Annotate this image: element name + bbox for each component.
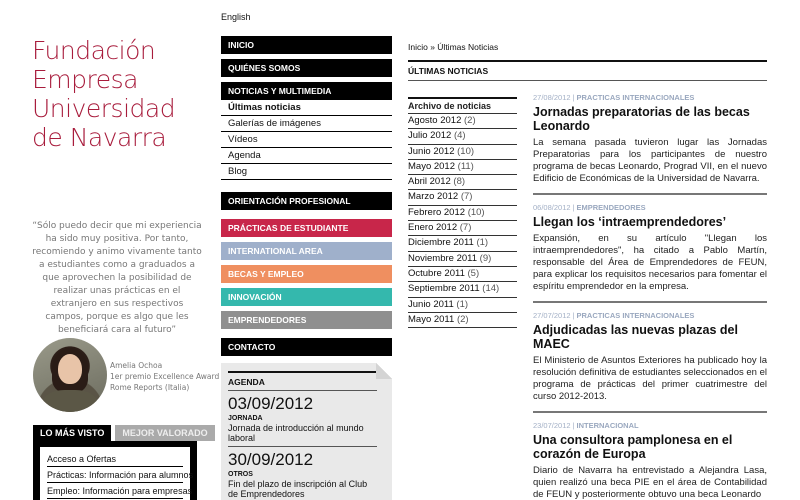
nav-becas-empleo[interactable]: BECAS Y EMPLEO [221,265,392,283]
subnav-blog[interactable]: Blog [221,164,392,180]
archive-item[interactable] [408,175,517,190]
testimonial-award: 1er premio Excellence Award [110,372,220,381]
nav-international[interactable]: INTERNATIONAL AREA [221,242,392,260]
news-item [533,311,767,413]
nav-innovacion[interactable]: INNOVACIÓN [221,288,392,306]
agenda-event-date: 30/09/2012 [228,450,314,469]
language-link[interactable]: English [221,12,251,22]
archive-count: (4) [453,130,466,142]
archive-count: (11) [457,160,474,172]
archive-month: Mayo 2012 [408,160,456,172]
news-list [533,93,767,500]
subnav-galerias[interactable]: Galerías de imágenes [221,116,392,132]
archive-item[interactable] [408,129,517,144]
news-body: Expansión, en su artículo "Llegan los intraemprendedores", ha citado a Pablo Martín, responsable del Área de Emprendedores de FEUN, para explicar los requisitos necesarios para fomentar el espíritu emprendedor en la empresa. [533,233,767,292]
meta-separator: | [572,311,575,320]
nav-practicas[interactable]: PRÁCTICAS DE ESTUDIANTE [221,219,392,237]
archive-month: Junio 2012 [408,145,455,157]
archive-month: Noviembre 2011 [408,252,478,264]
breadcrumb[interactable]: Inicio » Últimas Noticias [408,42,499,52]
page-title: ÚLTIMAS NOTICIAS [408,60,767,81]
news-date: 27/07/2012 [533,311,571,320]
news-meta [533,93,767,103]
news-title[interactable]: Jornadas preparatorias de las becas Leonardo [533,105,750,133]
popular-item[interactable]: Empleo: Información para empresas [47,483,183,499]
archive-count: (14) [482,283,500,295]
archive-month: Mayo 2011 [408,313,455,325]
news-item [533,203,767,303]
testimonial-name: Amelia Ochoa [110,361,163,370]
logo-line: Fundación [32,36,156,65]
news-item [533,93,767,195]
archive-month: Marzo 2012 [408,191,459,203]
archive-count: (10) [467,206,485,218]
nav-emprendedores[interactable]: EMPRENDEDORES [221,311,392,329]
photo-body [43,390,97,412]
archive-month: Diciembre 2011 [408,237,474,249]
popular-panel [33,441,197,500]
nav-contacto[interactable]: CONTACTO [221,338,392,356]
logo-line: Empresa [32,65,138,94]
news-category[interactable]: EMPRENDEDORES [576,203,646,212]
archive-month: Agosto 2012 [408,115,462,126]
archive-month: Octubre 2011 [408,267,465,279]
news-archive [408,97,517,328]
archive-count: (9) [479,252,492,264]
archive-count: (1) [476,237,489,249]
popular-item[interactable]: Acceso a Ofertas [47,451,183,467]
tab-top-rated[interactable]: MEJOR VALORADO [115,425,214,441]
news-category[interactable]: PRACTICAS INTERNACIONALES [576,93,695,102]
news-category[interactable]: INTERNACIONAL [576,421,639,430]
subnav-videos[interactable]: Vídeos [221,132,392,148]
news-meta [533,421,767,431]
archive-count: (1) [456,298,469,310]
news-meta [533,311,767,321]
archive-count: (10) [457,145,475,157]
news-date: 06/08/2012 [533,203,571,212]
testimonial-photo [33,338,107,412]
archive-month: Febrero 2012 [408,206,466,218]
testimonial-org: Rome Reports (Italia) [110,383,190,392]
archive-item[interactable] [408,160,517,175]
nav-orientacion[interactable]: ORIENTACIÓN PROFESIONAL [221,192,392,210]
archive-item[interactable] [408,298,517,313]
agenda-event-date: 03/09/2012 [228,394,314,413]
agenda-event-type: JORNADA [228,415,263,422]
archive-month: Junio 2011 [408,298,454,310]
archive-month: Enero 2012 [408,222,458,234]
archive-item[interactable] [408,206,517,221]
photo-face [58,354,82,384]
agenda-event[interactable] [228,450,377,500]
nav-inicio[interactable]: INICIO [221,36,392,54]
popular-tabs [33,425,215,441]
subnav-agenda[interactable]: Agenda [221,148,392,164]
news-meta [533,203,767,213]
news-category[interactable]: PRACTICAS INTERNACIONALES [576,311,695,320]
archive-item[interactable] [408,190,517,205]
archive-title: Archivo de noticias [408,99,517,114]
page-fold-icon [376,363,392,379]
agenda-event[interactable] [228,394,377,447]
testimonial-caption [110,360,219,393]
archive-count: (2) [456,313,469,325]
archive-count: (7) [459,222,472,234]
agenda-title: AGENDA [228,371,377,391]
nav-submenu [221,100,392,180]
agenda-event-description[interactable]: Fin del plazo de inscripción al Club de Emprendedores [228,479,368,499]
agenda-event-type: OTROS [228,471,253,478]
news-date: 23/07/2012 [533,421,571,430]
foundation-logo[interactable] [32,36,175,152]
meta-separator: | [572,203,575,212]
archive-item[interactable] [408,221,517,236]
agenda-widget [221,363,392,500]
agenda-event-description[interactable]: Jornada de introducción al mundo laboral [228,423,364,443]
archive-item[interactable] [408,145,517,160]
archive-count: (8) [453,176,466,188]
testimonial-quote: “Sólo puedo decir que mi experiencia ha sido muy positiva. Por tanto, recomiendo y animo vivamente tanto a estudiantes como a graduados a que aprovechen la posibilidad de realizar unas prácticas en el extranjero en sus respectivos campos, porque es algo que les beneficiará cara al futuro” [32,221,202,335]
archive-item[interactable] [408,236,517,251]
archive-month: Julio 2012 [408,130,452,142]
meta-separator: | [572,93,575,102]
news-title[interactable]: Llegan los ‘intraemprendedores’ [533,215,727,229]
news-title[interactable]: Una consultora pamplonesa en el corazón de Europa [533,433,733,461]
archive-item[interactable] [408,114,517,129]
archive-item[interactable] [408,267,517,282]
archive-item[interactable] [408,282,517,297]
archive-item[interactable] [408,313,517,328]
news-body: Diario de Navarra ha entrevistado a Alejandra Lasa, quien realizó una beca PIE en el área de Contabilidad de FEUN y posteriormente obtuvo una beca Leonardo [533,465,767,500]
news-title[interactable]: Adjudicadas las nuevas plazas del MAEC [533,323,738,351]
archive-month: Septiembre 2011 [408,283,480,295]
popular-item[interactable]: Prácticas: Información para alumnos [47,467,183,483]
nav-noticias-multimedia[interactable]: NOTICIAS Y MULTIMEDIA [221,82,392,100]
tab-most-viewed[interactable]: LO MÁS VISTO [33,425,111,441]
news-body: El Ministerio de Asuntos Exteriores ha publicado hoy la resolución definitiva de estudiantes seleccionados en el programa de prácticas del primer cuatrimestre del curso 2012-2013. [533,355,767,402]
archive-count: (7) [460,191,473,203]
archive-count: (5) [467,267,480,279]
archive-item[interactable] [408,252,517,267]
logo-line: de Navarra [32,123,167,152]
news-item [533,421,767,500]
archive-month: Abril 2012 [408,176,451,188]
news-date: 27/08/2012 [533,93,571,102]
nav-quienes-somos[interactable]: QUIÉNES SOMOS [221,59,392,77]
logo-line: Universidad [32,94,176,123]
subnav-ultimas-noticias[interactable]: Últimas noticias [221,100,392,116]
meta-separator: | [572,421,575,430]
news-body: La semana pasada tuvieron lugar las Jornadas Preparatorias para los participantes de nuestro programa de becas Leonardo, Prograd VII, en el nuevo Edificio de Económicas de la Universidad de Navarra. [533,137,767,184]
main-nav [221,36,392,361]
archive-count: (2) [464,115,476,126]
